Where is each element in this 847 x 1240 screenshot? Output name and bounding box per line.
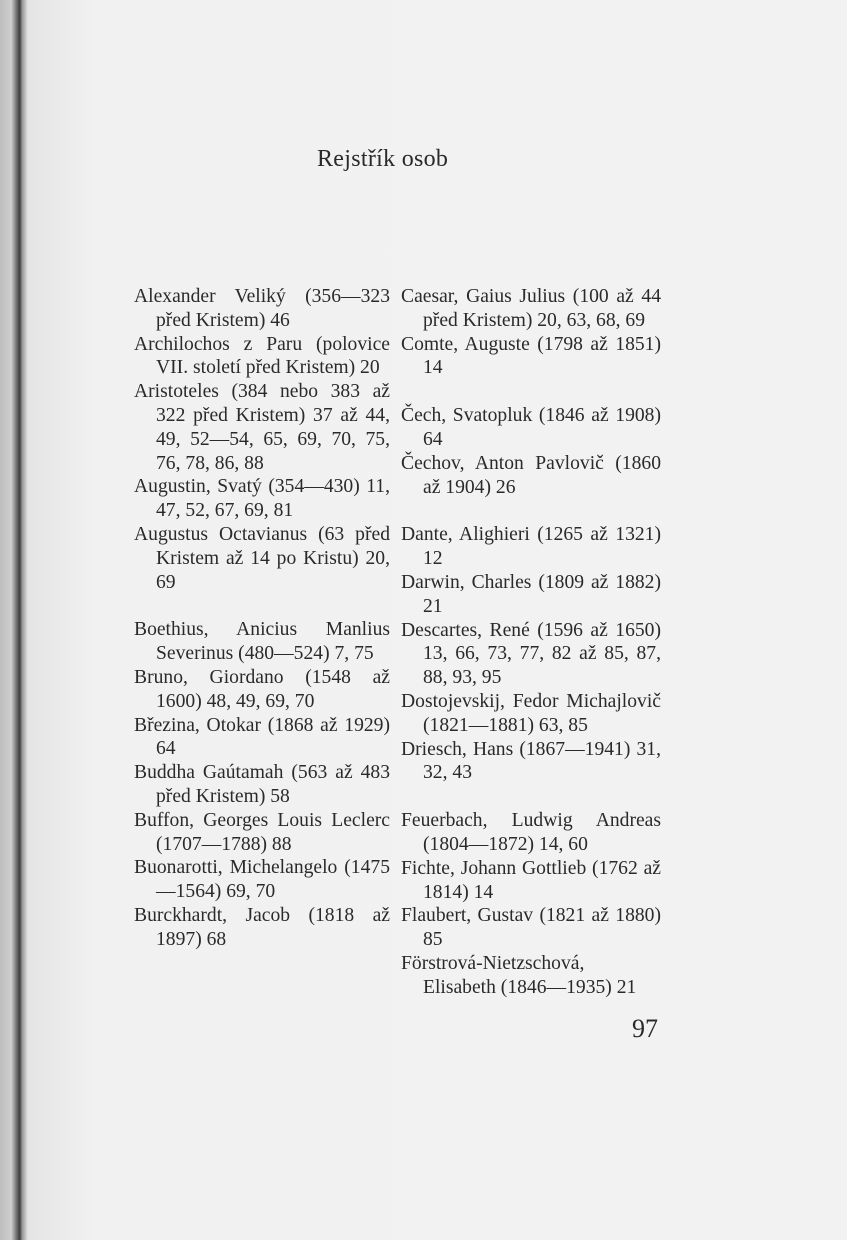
index-entry: Čech, Svatopluk (1846 až 1908) 64 [401,405,661,450]
letter-group-gap [401,499,661,523]
letter-group-gap [134,594,390,618]
index-entry: Archilochos z Paru (polovice VII. století před Kristem) 20 [134,333,390,379]
index-entry: Förstrová-Nietzschová, Elisabeth (1846—1935) 21 [401,952,637,998]
index-entry: Descartes, René (1596 až 1650) 13, 66, 73, 77, 82 až 85, 87, 88, 93, 95 [401,619,661,689]
page-number: 97 [632,1014,658,1043]
index-entry: Comte, Auguste (1798 až 1851) 14 [401,333,661,379]
index-entry: Bruno, Giordano (1548 až 1600) 48, 49, 69, 70 [134,666,390,712]
index-entry: Aristoteles (384 nebo 383 až 322 před Kristem) 37 až 44, 49, 52—54, 65, 69, 70, 75, 76, 78, 86, 88 [134,381,390,474]
index-entry: Čechov, Anton Pavlovič (1860 až 1904) 26 [401,452,661,498]
index-entry: Alexander Veliký (356—323 před Kristem) 46 [134,286,390,331]
index-entry: Buonarotti, Michelangelo (1475—1564) 69, 70 [134,857,390,903]
index-entry: Březina, Otokar (1868 až 1929) 64 [134,714,390,760]
index-entry: Buffon, Georges Louis Leclerc (1707—1788) 88 [134,809,390,855]
index-entry: Feuerbach, Ludwig Andreas (1804—1872) 14, 60 [401,810,661,855]
index-entry: Augustus Octavianus (63 před Kristem až 14 po Kristu) 20, 69 [134,523,390,593]
index-column-right [401,285,661,1000]
index-entry: Driesch, Hans (1867—1941) 31, 32, 43 [401,738,661,784]
index-entry: Flaubert, Gustav (1821 až 1880) 85 [401,905,661,951]
index-entry: Augustin, Svatý (354—430) 11, 47, 52, 67, 69, 81 [134,476,390,522]
index-entry: Fichte, Johann Gottlieb (1762 až 1814) 14 [401,857,661,903]
index-entry: Buddha Gaútamah (563 až 483 před Kristem) 58 [134,762,390,807]
letter-group-gap [401,785,661,809]
index-entry: Caesar, Gaius Julius (100 až 44 před Kristem) 20, 63, 68, 69 [401,286,661,331]
letter-group-gap [401,380,661,404]
page-title: Rejstřík osob [317,146,449,172]
index-entry: Dostojevskij, Fedor Michajlovič (1821—1881) 63, 85 [401,690,661,736]
index-entry: Darwin, Charles (1809 až 1882) 21 [401,571,661,617]
index-entry: Boethius, Anicius Manlius Severinus (480—524) 7, 75 [134,619,390,665]
index-column-left [134,285,390,952]
index-entry: Dante, Alighieri (1265 až 1321) 12 [401,524,661,570]
book-spine-shadow [0,0,28,1240]
index-entry: Burckhardt, Jacob (1818 až 1897) 68 [134,904,390,950]
